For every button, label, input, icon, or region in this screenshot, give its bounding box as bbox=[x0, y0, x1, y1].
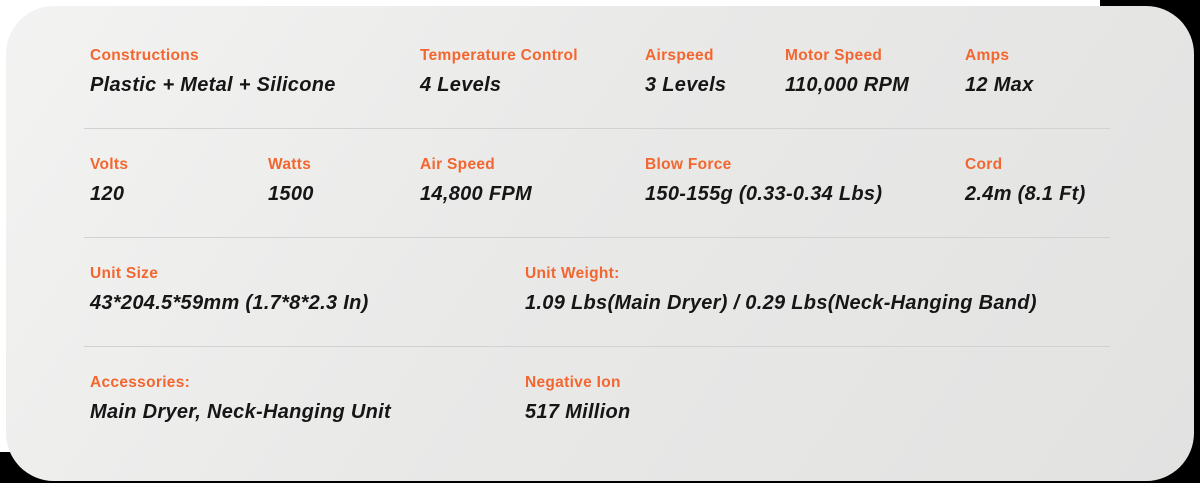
spec-label: Cord bbox=[965, 156, 1003, 173]
spec-cell-blow-force bbox=[645, 155, 965, 207]
spec-label: Negative Ion bbox=[525, 374, 621, 391]
spec-value: 1.09 Lbs(Main Dryer) / 0.29 Lbs(Neck-Hanging Band) bbox=[525, 292, 1037, 314]
spec-cell-accessories bbox=[90, 373, 525, 425]
spec-value: Plastic + Metal + Silicone bbox=[90, 74, 336, 96]
spec-label: Motor Speed bbox=[785, 47, 883, 64]
spec-cell-unit-weight bbox=[525, 264, 1110, 316]
spec-label: Volts bbox=[90, 156, 129, 173]
spec-cell-constructions bbox=[90, 46, 420, 98]
spec-value: 1500 bbox=[268, 183, 314, 205]
spec-row-3 bbox=[6, 238, 1194, 346]
spec-value: 120 bbox=[90, 183, 125, 205]
spec-row-1 bbox=[6, 6, 1194, 128]
spec-value: 150-155g (0.33-0.34 Lbs) bbox=[645, 183, 883, 205]
spec-cell-air-speed bbox=[420, 155, 645, 207]
spec-value: Main Dryer, Neck-Hanging Unit bbox=[90, 401, 391, 423]
spec-value: 4 Levels bbox=[420, 74, 502, 96]
spec-label: Air Speed bbox=[420, 156, 496, 173]
spec-row-4 bbox=[6, 347, 1194, 455]
spec-row-2 bbox=[6, 129, 1194, 237]
spec-label: Unit Weight: bbox=[525, 265, 620, 282]
spec-label: Constructions bbox=[90, 47, 199, 64]
spec-label: Temperature Control bbox=[420, 47, 578, 64]
spec-value: 14,800 FPM bbox=[420, 183, 532, 205]
spec-label: Watts bbox=[268, 156, 312, 173]
spec-value: 110,000 RPM bbox=[785, 74, 910, 96]
spec-label: Unit Size bbox=[90, 265, 159, 282]
spec-value: 43*204.5*59mm (1.7*8*2.3 In) bbox=[90, 292, 369, 314]
spec-cell-watts bbox=[268, 155, 420, 207]
spec-cell-airspeed bbox=[645, 46, 785, 98]
spec-cell-volts bbox=[90, 155, 268, 207]
spec-label: Amps bbox=[965, 47, 1010, 64]
spec-value: 517 Million bbox=[525, 401, 631, 423]
spec-label: Airspeed bbox=[645, 47, 714, 64]
spec-cell-temperature-control bbox=[420, 46, 645, 98]
spec-cell-amps bbox=[965, 46, 1110, 98]
product-spec-card bbox=[6, 6, 1194, 481]
spec-cell-negative-ion bbox=[525, 373, 1110, 425]
spec-value: 12 Max bbox=[965, 74, 1034, 96]
spec-cell-cord bbox=[965, 155, 1110, 207]
spec-value: 3 Levels bbox=[645, 74, 727, 96]
spec-label: Blow Force bbox=[645, 156, 732, 173]
spec-cell-unit-size bbox=[90, 264, 525, 316]
spec-label: Accessories: bbox=[90, 374, 191, 391]
spec-cell-motor-speed bbox=[785, 46, 965, 98]
spec-value: 2.4m (8.1 Ft) bbox=[965, 183, 1086, 205]
